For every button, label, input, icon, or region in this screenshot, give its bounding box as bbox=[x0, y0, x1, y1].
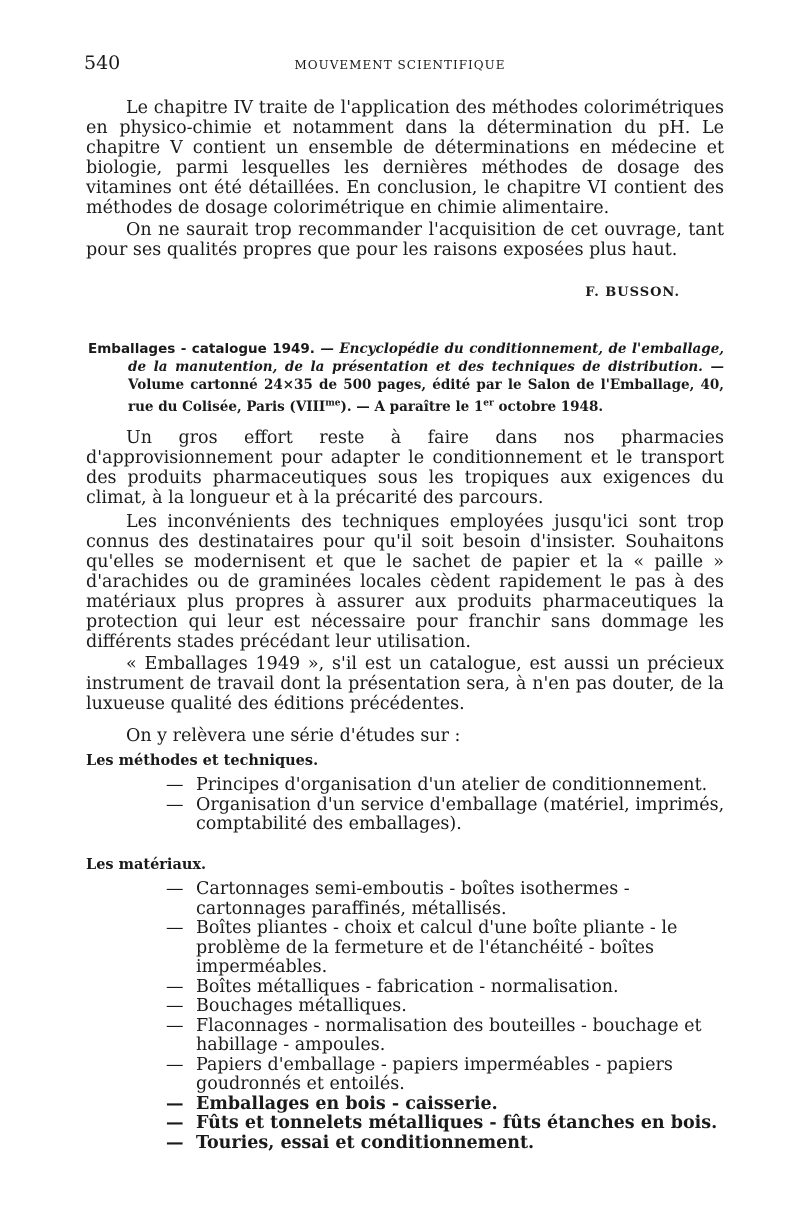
list-item: — Cartonnages semi-emboutis - boîtes isothermes - cartonnages paraffinés, métallisés. bbox=[166, 880, 726, 919]
list-item: — Emballages en bois - caisserie. bbox=[166, 1095, 726, 1115]
list-item: — Papiers d'emballage - papiers imperméables - papiers goudronnés et entoilés. bbox=[166, 1056, 726, 1095]
list-item: — Touries, essai et conditionnement. bbox=[166, 1134, 726, 1154]
section-title: Les méthodes et techniques. bbox=[86, 752, 319, 769]
paragraph: On y relèvera une série d'études sur : bbox=[126, 726, 461, 746]
running-title: MOUVEMENT SCIENTIFIQUE bbox=[294, 58, 506, 72]
review-title: Emballages - catalogue 1949. bbox=[88, 341, 315, 357]
list-item: — Flaconnages - normalisation des bouteilles - bouchage et habillage - ampoules. bbox=[166, 1017, 726, 1056]
page-number: 540 bbox=[84, 52, 121, 74]
paragraph: « Emballages 1949 », s'il est un catalogue, est aussi un précieux instrument de travail dont la présentation sera, à n'en pas douter, de la luxueuse qualité des éditions précédentes. bbox=[86, 654, 724, 714]
author-signature: F. BUSSON. bbox=[585, 285, 680, 300]
list-item: — Organisation d'un service d'emballage (matériel, imprimés, comptabilité des emballages). bbox=[166, 796, 726, 835]
intro-text bbox=[86, 98, 724, 260]
paragraph: Un gros effort reste à faire dans nos pharmacies d'approvisionnement pour adapter le conditionnement et le transport des produits pharmaceutiques sous les tropiques aux exigences du climat, à la longueur et à la précarité des parcours. bbox=[86, 428, 724, 508]
section-title: Les matériaux. bbox=[86, 856, 207, 873]
review-details: — Volume cartonné 24×35 de 500 pages, édité par le Salon de l'Emballage, 40, rue du Colisée, Paris $(VIII^{me})$. — A paraître le 1er octobre 1948. bbox=[128, 359, 724, 415]
list-item: — Bouchages métalliques. bbox=[166, 997, 726, 1017]
list-item: — Fûts et tonnelets métalliques - fûts étanches en bois. bbox=[166, 1114, 726, 1134]
list-item: — Principes d'organisation d'un atelier de conditionnement. bbox=[166, 776, 726, 796]
materials-list bbox=[166, 880, 726, 1153]
methods-list bbox=[166, 776, 726, 835]
paragraph: Le chapitre IV traite de l'application des méthodes colorimétriques en physico-chimie et notamment dans la détermination du pH. Le chapitre V contient un ensemble de déterminations en médecine et biologie, parmi lesquelles les dernières méthodes de dosage des vitamines ont été détaillées. En conclusion, le chapitre VI contient des méthodes de dosage colorimétrique en chimie alimentaire. bbox=[86, 98, 724, 218]
list-item: — Boîtes pliantes - choix et calcul d'une boîte pliante - le problème de la fermeture et de l'étanchéité - boîtes imperméables. bbox=[166, 919, 726, 978]
list-item: — Boîtes métalliques - fabrication - normalisation. bbox=[166, 978, 726, 998]
paragraph: On ne saurait trop recommander l'acquisition de cet ouvrage, tant pour ses qualités propres que pour les raisons exposées plus haut. bbox=[86, 220, 724, 260]
review-heading bbox=[88, 340, 724, 416]
paragraph: Les inconvénients des techniques employées jusqu'ici sont trop connus des destinataires pour qu'il soit besoin d'insister. Souhaitons qu'elles se modernisent et que le sachet de papier et la « paille » d'arachides ou de graminées locales cèdent rapidement le pas à des matériaux plus propres à assurer aux produits pharmaceutiques la protection qui leur est nécessaire pour franchir sans dommage les différents stades précédant leur utilisation. bbox=[86, 512, 724, 652]
review-subtitle: — Encyclopédie du conditionnement, de l'emballage, de la manutention, de la présentation et des techniques de distribution. bbox=[128, 341, 724, 375]
body-text bbox=[86, 428, 724, 746]
